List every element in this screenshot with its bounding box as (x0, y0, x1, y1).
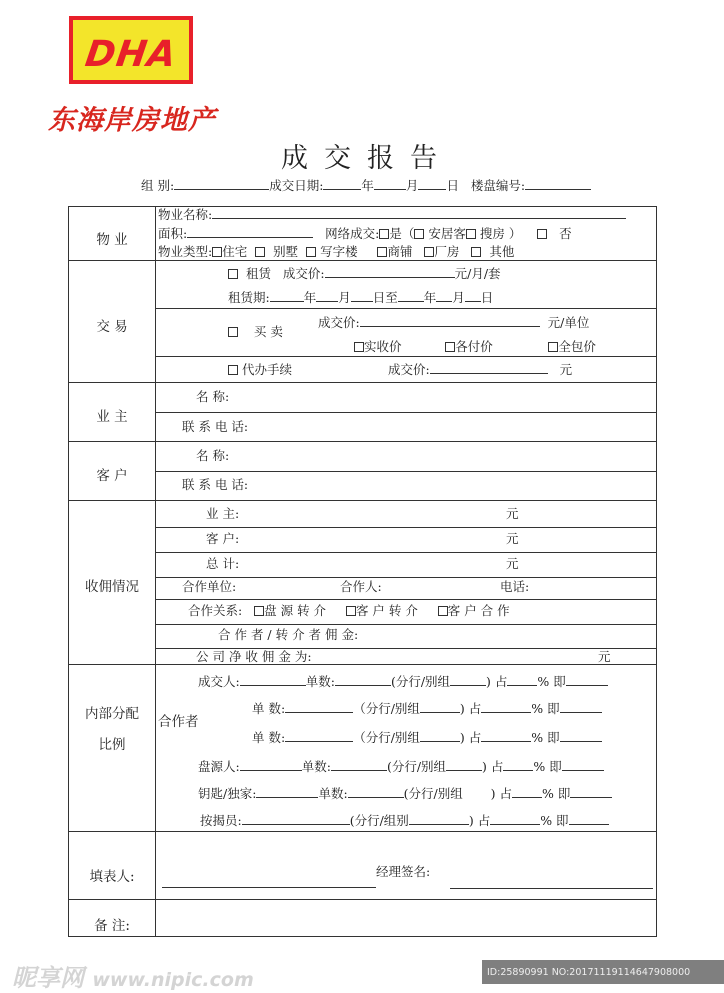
client-name-label: 名 称: (196, 448, 230, 463)
agency-checkbox[interactable] (228, 365, 238, 375)
type-residential-label: 住宅 (222, 244, 248, 259)
price-type-row (354, 341, 596, 354)
branch-label: （分行/别组 (353, 730, 420, 745)
rent-period-row (228, 292, 493, 305)
rule (68, 382, 657, 383)
agency-price-field[interactable] (430, 373, 548, 374)
client-transfer-checkbox[interactable] (346, 606, 356, 616)
paid-price-label: 各付价 (455, 339, 493, 354)
year-label: 年 (303, 290, 317, 305)
online-deal-label: 网络成交: (325, 226, 380, 241)
company-name: 东海岸房地产 (48, 105, 216, 136)
group-field[interactable] (174, 189, 269, 190)
watermark-brand: 昵享网 (12, 964, 84, 992)
rule (68, 260, 657, 261)
actual-price-label: 实收价 (364, 339, 402, 354)
deal-date-label: 成交日期: (269, 178, 324, 193)
deal-month-field[interactable] (374, 189, 406, 190)
source-amount-field[interactable] (562, 770, 604, 771)
source-units-field[interactable] (331, 770, 387, 771)
month-label: 月 (338, 290, 351, 305)
dealer-branch-field[interactable] (450, 685, 486, 686)
package-price-label: 全包价 (558, 339, 596, 354)
rule (155, 527, 657, 528)
form-title: 成交报告 (281, 143, 453, 174)
source-branch-field[interactable] (446, 770, 482, 771)
property-name-field[interactable] (212, 218, 626, 219)
key-field[interactable] (256, 797, 318, 798)
type-villa-checkbox[interactable] (255, 247, 265, 257)
accounts-label: 占 (468, 701, 482, 716)
units-label: 单 数: (252, 730, 286, 745)
package-price-checkbox[interactable] (548, 342, 558, 352)
percent-label: % 即 (531, 730, 560, 745)
percent-label: % 即 (540, 813, 569, 828)
online-yes-label: 是（ (389, 226, 415, 241)
rule (68, 899, 657, 900)
close-paren: ) (468, 813, 474, 828)
rent-label: 租赁 (245, 266, 271, 281)
area-row (158, 228, 572, 241)
section-commission: 收佣情况 (85, 579, 139, 595)
rent-price-field[interactable] (325, 277, 455, 278)
type-other-label: 其他 (489, 244, 515, 259)
unit-price-label: 元/单位 (547, 315, 590, 330)
relation-row (188, 605, 510, 618)
year-label: 年 (423, 290, 437, 305)
period-end-month-field[interactable] (436, 301, 452, 302)
close-paren: ) (459, 730, 465, 745)
type-factory-checkbox[interactable] (424, 247, 434, 257)
deal-year-field[interactable] (323, 189, 361, 190)
commission-client-label: 客 户: (206, 531, 240, 546)
year-label: 年 (361, 178, 374, 193)
partner-commission-label: 合 作 者 / 转 介 者 佣 金: (218, 627, 359, 642)
agency-row (228, 364, 292, 377)
net-commission-yuan: 元 (598, 649, 611, 664)
type-office-label: 写字楼 (320, 244, 358, 259)
sale-checkbox[interactable] (228, 327, 238, 337)
partner2-units-field[interactable] (285, 741, 353, 742)
company-logo (69, 16, 193, 84)
close-paren: ) (486, 674, 491, 689)
group-label: 组 别: (141, 178, 175, 193)
branch-label: (分行/别组 (403, 786, 463, 801)
sale-price-label: 成交价: (318, 315, 360, 330)
type-other-checkbox[interactable] (471, 247, 481, 257)
exposure-percent-field[interactable] (490, 824, 540, 825)
rule (155, 412, 657, 413)
exposure-field[interactable] (242, 824, 350, 825)
day-label: 日 (480, 290, 494, 305)
exposure-row (200, 815, 609, 828)
image-id-bar: ID:25890991 NO:20171119114647908000 (482, 960, 724, 984)
header-row (141, 180, 591, 193)
yuan-label: 元 (559, 362, 573, 377)
close-paren: ) (482, 759, 487, 774)
exposure-label: 按揭员: (200, 813, 242, 828)
partner1-branch-field[interactable] (420, 712, 460, 713)
day-label: 日 (446, 178, 459, 193)
rule (155, 471, 657, 472)
month-label: 月 (405, 178, 419, 193)
filler-label: 填表人: (89, 869, 135, 885)
rule (155, 599, 657, 600)
commission-owner-yuan: 元 (506, 506, 519, 521)
section-client: 客 户 (96, 468, 128, 484)
owner-name-label: 名 称: (196, 389, 230, 404)
rule (155, 308, 657, 309)
sale-price-row (318, 317, 589, 330)
key-units-field[interactable] (348, 797, 404, 798)
accounts-label: 占 (494, 674, 508, 689)
watermark (12, 958, 254, 993)
period-end-year-field[interactable] (398, 301, 424, 302)
filler-signature-field[interactable] (162, 887, 376, 888)
accounts-label: 占 (499, 786, 512, 801)
property-name-label: 物业名称: (158, 207, 213, 222)
accounts-label: 占 (490, 759, 504, 774)
commission-total-yuan: 元 (506, 556, 519, 571)
rent-price-label: 成交价: (282, 266, 325, 281)
type-shop-checkbox[interactable] (377, 247, 387, 257)
commission-owner-label: 业 主: (206, 506, 240, 521)
rent-checkbox[interactable] (228, 269, 238, 279)
rent-period-label: 租赁期: (228, 290, 270, 305)
client-coop-label: 客 户 合 作 (447, 603, 510, 618)
property-type-label: 物业类型: (158, 244, 213, 259)
source-transfer-checkbox[interactable] (254, 606, 264, 616)
partner-group-label: 合作者 (158, 714, 199, 730)
partner1-amount-field[interactable] (560, 712, 602, 713)
dealer-percent-field[interactable] (507, 685, 537, 686)
manager-signature-label: 经理签名: (376, 864, 431, 879)
branch-label: (分行/别组 (390, 674, 451, 689)
rule (155, 552, 657, 553)
period-start-year-field[interactable] (270, 301, 304, 302)
branch-label: （分行/别组 (353, 701, 420, 716)
key-row (198, 788, 612, 801)
agency-price-label: 成交价: (388, 362, 430, 377)
partner-row-1 (252, 703, 602, 716)
units-label: 单数: (301, 759, 331, 774)
partner-label: 合作人: (340, 579, 382, 594)
source-transfer-label: 盘 源 转 介 (264, 603, 327, 618)
period-start-day-field[interactable] (351, 301, 373, 302)
key-percent-field[interactable] (512, 797, 542, 798)
type-office-checkbox[interactable] (306, 247, 316, 257)
accounts-label: 占 (477, 813, 491, 828)
rule (155, 624, 657, 625)
period-end-day-field[interactable] (465, 301, 481, 302)
type-villa-label: 别墅 (273, 244, 299, 259)
partner-row-2 (252, 732, 602, 745)
percent-label: % 即 (531, 701, 560, 716)
close-paren: ) (490, 786, 496, 801)
rule (68, 664, 657, 665)
source-field[interactable] (240, 770, 302, 771)
commission-total-label: 总 计: (206, 556, 240, 571)
property-name-row (158, 209, 626, 222)
partner-unit-label: 合作单位: (182, 579, 237, 594)
rule (155, 577, 657, 578)
rule (68, 831, 657, 832)
key-label: 钥匙/独家: (198, 786, 257, 801)
section-internal-line1: 内部分配 (85, 706, 139, 722)
online-no-checkbox[interactable] (537, 229, 547, 239)
property-type-row (158, 246, 514, 259)
day-to-label: 日至 (372, 290, 398, 305)
paid-price-checkbox[interactable] (445, 342, 455, 352)
units-label: 单 数: (252, 701, 286, 716)
dealer-label: 成交人: (198, 674, 240, 689)
units-label: 单数: (318, 786, 348, 801)
section-property: 物 业 (96, 232, 128, 248)
rent-row (228, 268, 501, 281)
remarks-label: 备 注: (94, 918, 130, 934)
net-commission-label: 公 司 净 收 佣 金 为: (196, 649, 312, 664)
online-no-label: 否 (559, 226, 572, 241)
anjuke-checkbox[interactable] (414, 229, 424, 239)
rule (155, 356, 657, 357)
exposure-amount-field[interactable] (569, 824, 609, 825)
property-no-field[interactable] (525, 189, 591, 190)
deal-day-field[interactable] (418, 189, 446, 190)
section-trade: 交 易 (96, 319, 128, 335)
partner-phone-label: 电话: (500, 579, 530, 594)
owner-phone-label: 联 系 电 话: (182, 419, 249, 434)
branch-group-label: (分行/组别 (349, 813, 409, 828)
watermark-url: www.nipic.com (92, 969, 254, 991)
key-amount-field[interactable] (570, 797, 612, 798)
soufang-checkbox[interactable] (466, 229, 476, 239)
source-row (198, 761, 604, 774)
partner2-branch-field[interactable] (420, 741, 460, 742)
percent-label: % 即 (541, 786, 571, 801)
source-percent-field[interactable] (503, 770, 533, 771)
dealer-field[interactable] (240, 685, 306, 686)
accounts-label: 占 (468, 730, 482, 745)
close-paren: ) (459, 701, 465, 716)
online-yes-checkbox[interactable] (379, 229, 389, 239)
dealer-units-field[interactable] (335, 685, 391, 686)
dealer-amount-field[interactable] (566, 685, 608, 686)
client-coop-checkbox[interactable] (438, 606, 448, 616)
sale-price-field[interactable] (360, 326, 540, 327)
type-factory-label: 厂房 (434, 244, 460, 259)
agency-price-row (388, 364, 572, 377)
partner1-percent-field[interactable] (481, 712, 531, 713)
relation-label: 合作关系: (188, 603, 243, 618)
partner2-percent-field[interactable] (481, 741, 531, 742)
logo-text: DHA (82, 34, 180, 75)
sale-row (228, 326, 283, 339)
commission-client-yuan: 元 (506, 531, 519, 546)
agency-label: 代办手续 (241, 362, 292, 377)
client-phone-label: 联 系 电 话: (182, 477, 249, 492)
area-label: 面积: (158, 226, 188, 241)
exposure-branch-field[interactable] (409, 824, 469, 825)
manager-signature-field[interactable] (450, 888, 653, 889)
area-field[interactable] (187, 237, 313, 238)
client-transfer-label: 客 户 转 介 (355, 603, 418, 618)
actual-price-checkbox[interactable] (354, 342, 364, 352)
partner1-units-field[interactable] (285, 712, 353, 713)
type-shop-label: 商铺 (387, 244, 413, 259)
units-label: 单数: (305, 674, 335, 689)
property-no-label: 楼盘编号: (470, 178, 526, 193)
soufang-label: 搜房 ） (479, 226, 522, 241)
rule (68, 500, 657, 501)
rent-unit-label: 元/月/套 (454, 266, 501, 281)
month-label: 月 (452, 290, 465, 305)
branch-label: (分行/别组 (386, 759, 447, 774)
percent-label: % 即 (537, 674, 566, 689)
type-residential-checkbox[interactable] (212, 247, 222, 257)
period-start-month-field[interactable] (316, 301, 338, 302)
anjuke-label: 安居客 (428, 226, 466, 241)
section-internal-line2: 比例 (98, 737, 126, 753)
partner2-amount-field[interactable] (560, 741, 602, 742)
sale-label: 买 卖 (253, 324, 283, 339)
dealer-row (198, 676, 608, 689)
source-label: 盘源人: (198, 759, 240, 774)
percent-label: % 即 (533, 759, 562, 774)
rule (68, 441, 657, 442)
section-owner: 业 主 (96, 409, 128, 425)
